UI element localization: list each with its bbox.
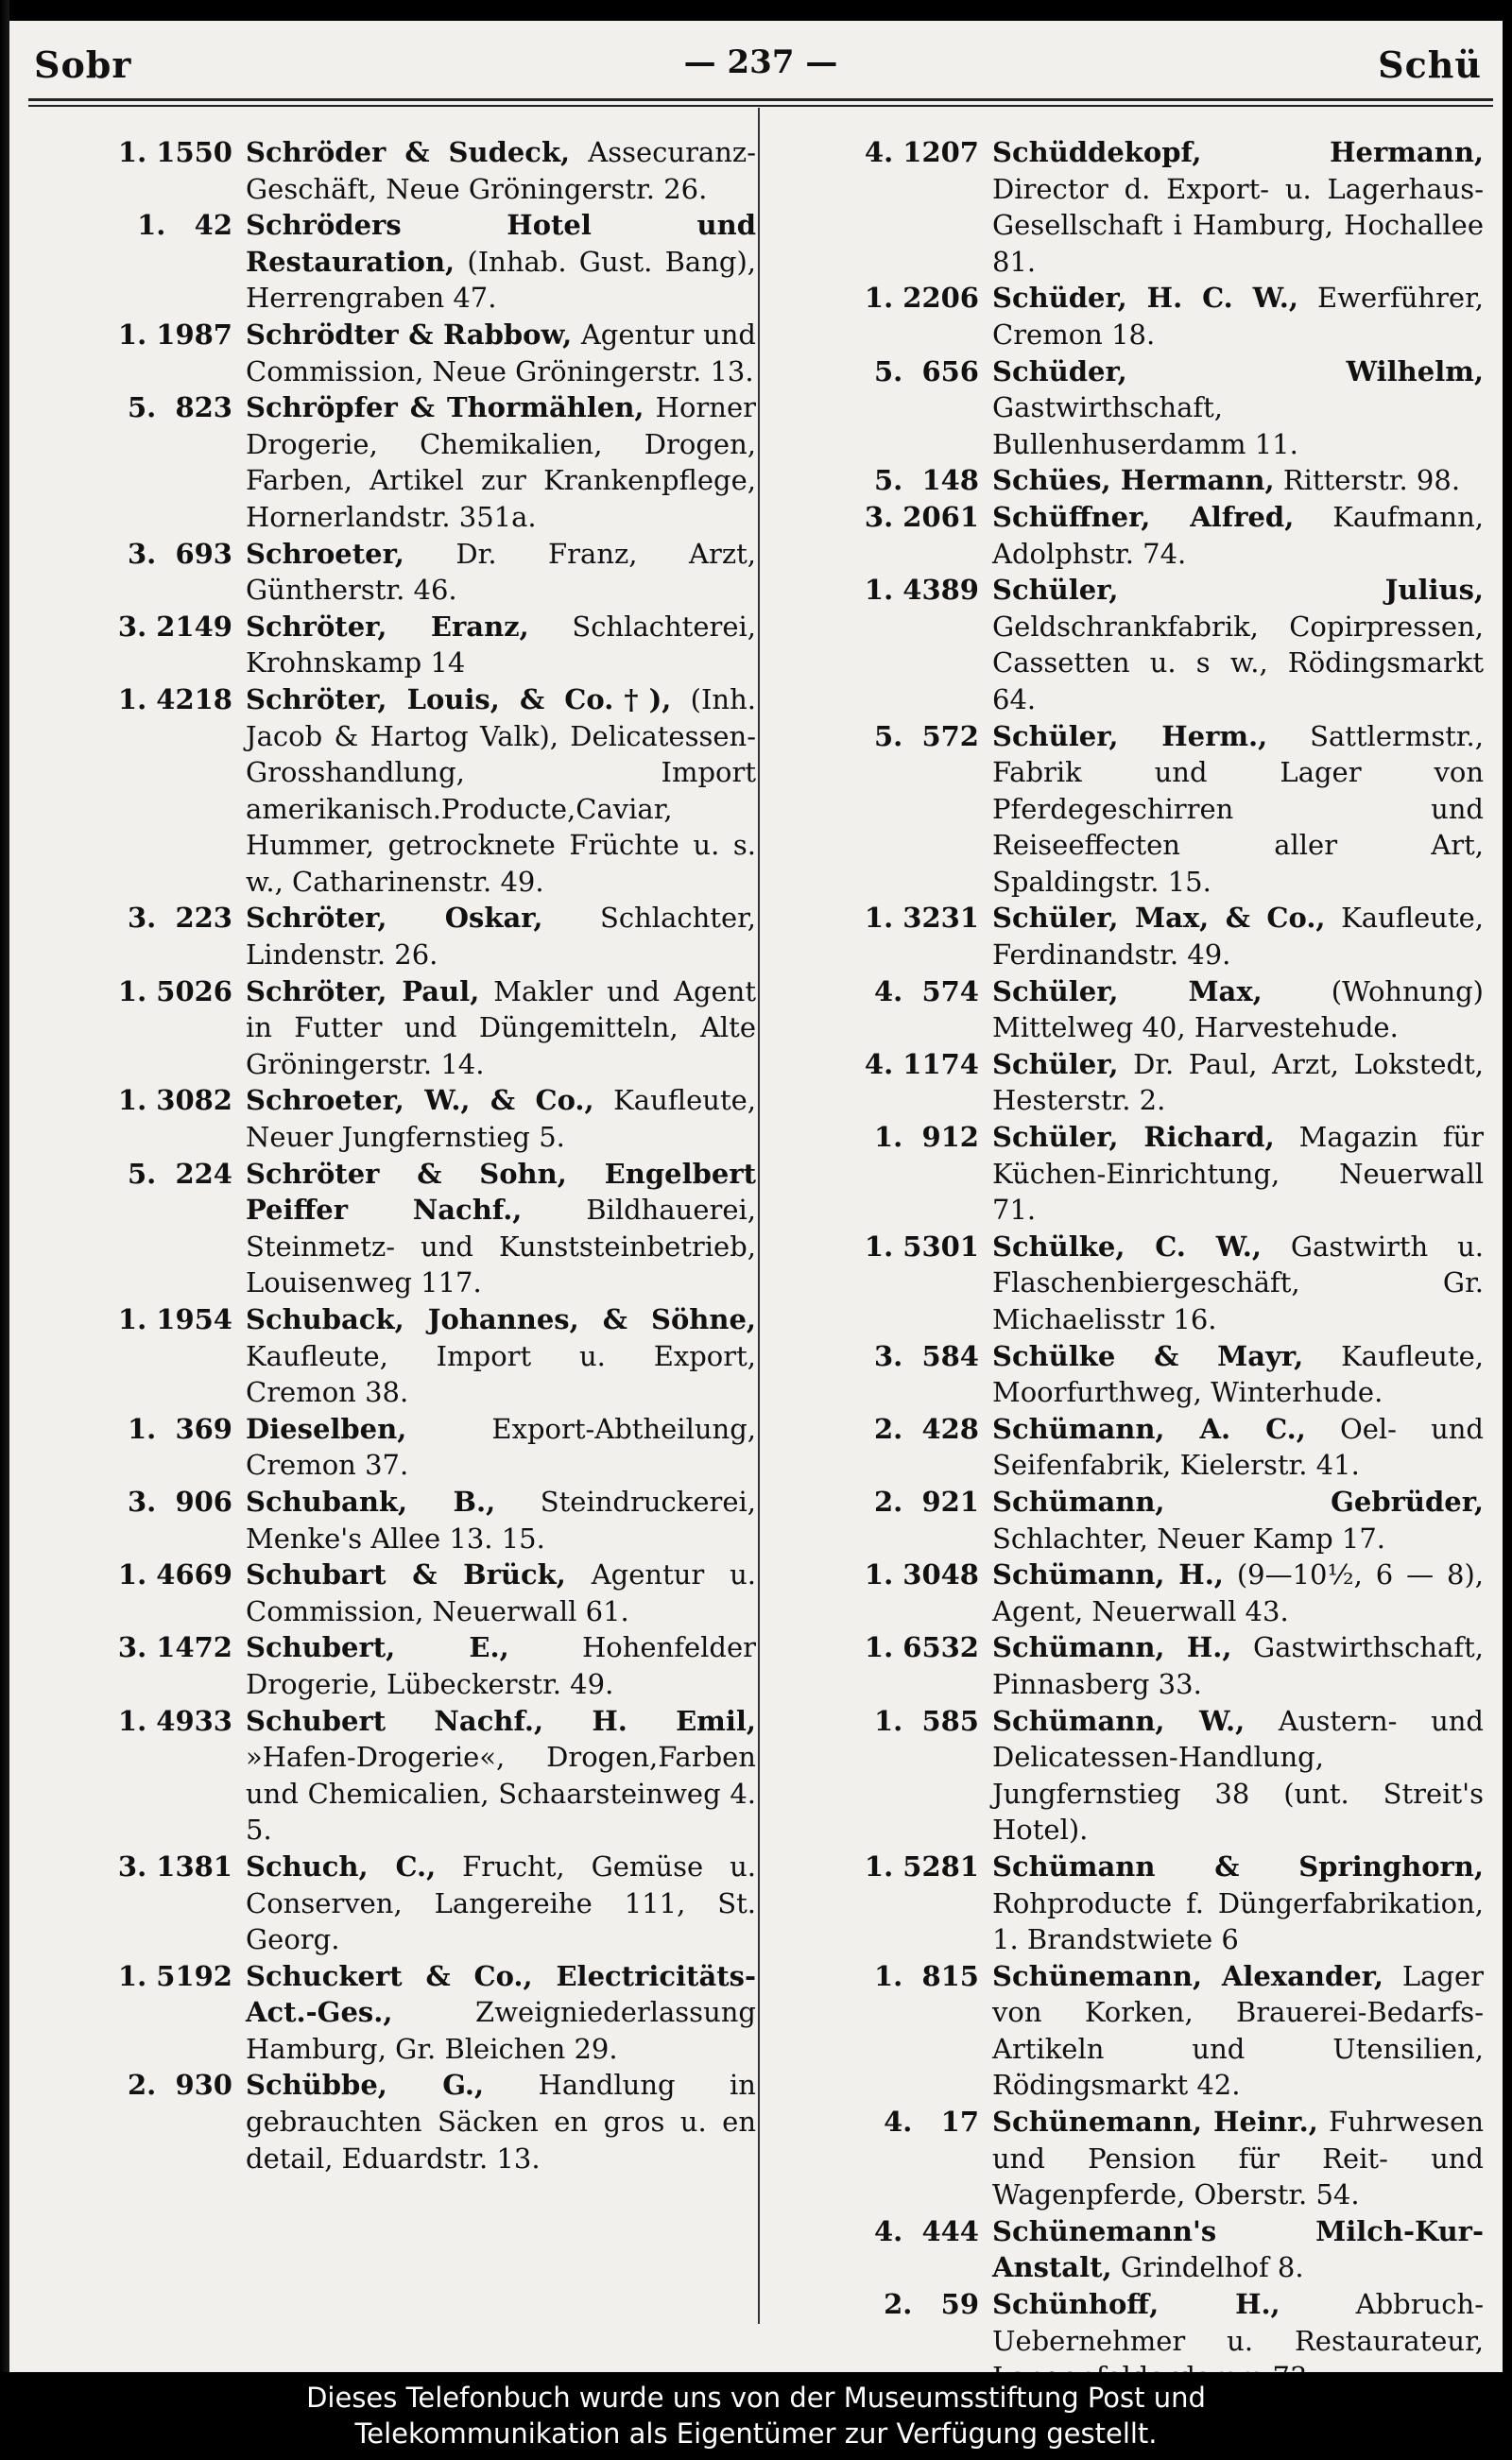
subscriber-name: Schuckert & Co., Electricitäts-Act.-Ges., [246,1959,756,2029]
entry-text [246,389,756,535]
phone-number: 3. 693 [127,537,232,570]
entry-text [992,1411,1484,1484]
phone-number: 1. 3082 [117,1084,232,1117]
subscriber-name: Schröter, Paul, [246,974,480,1007]
footer-line-2: Telekommunikation als Eigentümer zur Verfügung gestellt. [354,2417,1158,2450]
directory-entry [784,2104,1484,2213]
header-left-keyword: Sobr [34,43,132,86]
phone-number: 1. 369 [127,1412,232,1445]
subscriber-name: Schüler, [992,1047,1119,1080]
entry-text [992,1229,1484,1338]
subscriber-details: Gastwirthschaft, Pinnasberg 33. [992,1631,1484,1700]
subscriber-name: Schubert Nachf., H. Emil, [246,1704,756,1737]
subscriber-name: Schümann, H., [992,1558,1224,1591]
directory-entry [38,1849,756,1958]
subscriber-name: Schröter, Louis, & Co.†), [246,682,672,715]
entry-text [992,280,1484,353]
subscriber-name: Schroeter, [246,537,404,570]
page-number: — 237 — [683,43,838,81]
entry-text [246,1156,756,1301]
subscriber-details: Gastwirth u. Flaschenbiergeschäft, Gr. Michaelisstr 16. [992,1230,1484,1335]
entry-text [992,1958,1484,2104]
directory-entry [38,1557,756,1629]
phone-number: 4. 574 [873,974,979,1007]
subscriber-details: Hohenfelder Drogerie, Lübeckerstr. 49. [246,1631,756,1700]
directory-entry [784,2213,1484,2286]
subscriber-details: Schlachterei, Krohnskamp 14 [246,610,757,680]
subscriber-name: Schubank, B., [246,1485,496,1518]
phone-number: 5. 823 [127,391,232,424]
directory-entry [38,1082,756,1155]
directory-entry [38,317,756,389]
phone-number: 1. 585 [873,1704,979,1737]
subscriber-details: Geldschrankfabrik, Copirpressen, Cassetten u. s w., Rödingsmarkt 64. [992,610,1484,715]
directory-entry [38,1629,756,1702]
directory-entry [38,900,756,972]
subscriber-details: Rohproducte f. Düngerfabrikation, 1. Brandstwiete 6 [992,1886,1484,1956]
entry-text [246,1703,756,1849]
subscriber-details: (Inh. Jacob & Hartog Valk), Delicatessen-Grosshandlung, Import amerikanisch.Producte,Caviar, Hummer, getrocknete Früchte u. s. w., Catharinenstr. 49. [246,682,757,898]
subscriber-details: Export-Abtheilung, Cremon 37. [246,1412,756,1482]
directory-entry [38,2067,756,2176]
directory-entry [38,134,756,207]
subscriber-details: Director d. Export- u. Lagerhaus-Gesellschaft i Hamburg, Hochallee 81. [992,172,1484,278]
subscriber-name: Schüder, Wilhelm, [992,354,1484,387]
subscriber-name: Schubart & Brück, [246,1558,566,1591]
subscriber-name: Schülke & Mayr, [992,1339,1304,1372]
page-header [28,38,1493,95]
directory-entry [784,1229,1484,1338]
subscriber-name: Schüler, Max, & Co., [992,902,1326,935]
phone-number: 1. 4218 [117,682,232,715]
subscriber-details: Kaufleute, Import u. Export, Cremon 38. [246,1339,756,1409]
subscriber-name: Schüler, Richard, [992,1121,1275,1154]
directory-sheet [9,21,1503,2372]
phone-number: 1. 5192 [117,1959,232,1992]
subscriber-name: Schüler, Herm., [992,719,1268,752]
subscriber-name: Schüler, Max, [992,974,1263,1007]
phone-number: 4. 1174 [864,1047,979,1080]
directory-entry [38,973,756,1083]
subscriber-details: Lager von Korken, Brauerei-Bedarfs-Artikeln und Utensilien, Rödingsmarkt 42. [992,1959,1484,2102]
phone-number: 1. 3231 [864,902,979,935]
subscriber-details: Sattlermstr., Fabrik und Lager von Pferdegeschirren und Reiseeffecten aller Art, Spaldingstr. 15. [992,719,1484,898]
directory-entry [38,1958,756,2068]
entry-text [992,900,1484,972]
entry-text [246,1958,756,2068]
entry-text [992,499,1484,572]
phone-number: 1. 4389 [864,574,979,607]
directory-entry [784,1557,1484,1629]
subscriber-name: Schrödter & Rabbow, [246,318,573,351]
phone-number: 1. 4669 [117,1558,232,1591]
phone-number: 5. 224 [127,1157,232,1190]
directory-entry [784,462,1484,499]
directory-entry [784,1338,1484,1411]
subscriber-details: Steindruckerei, Menke's Allee 13. 15. [246,1485,756,1555]
header-right-keyword: Schü [1378,43,1482,86]
subscriber-name: Schünemann, Alexander, [992,1959,1383,1992]
entry-text [246,1849,756,1958]
subscriber-name: Schülke, C. W., [992,1230,1262,1263]
footer-line-1: Dieses Telefonbuch wurde uns von der Museumsstiftung Post und [306,2382,1206,2414]
directory-entry [784,280,1484,353]
entry-text [246,1082,756,1155]
phone-number: 1. 4933 [117,1704,232,1737]
subscriber-name: Schröter, Oskar, [246,902,543,935]
phone-number: 3. 584 [873,1339,979,1372]
directory-entry [38,536,756,609]
directory-entry [38,1301,756,1411]
subscriber-details: Grindelhof 8. [1111,2251,1304,2284]
phone-number: 1. 42 [137,209,232,242]
directory-entry [38,1411,756,1484]
subscriber-details: Bildhauerei, Steinmetz- und Kunststeinbetrieb, Louisenweg 117. [246,1194,756,1299]
directory-entry [38,1703,756,1849]
directory-entry [38,1156,756,1301]
entry-text [992,2213,1484,2286]
entry-text [992,973,1484,1046]
subscriber-name: Schünemann, Heinr., [992,2106,1318,2139]
subscriber-name: Schröpfer & Thormählen, [246,391,644,424]
phone-number: 5. 572 [873,719,979,752]
subscriber-details: Austern- und Delicatessen-Handlung, Jungfernstieg 38 (unt. Streit's Hotel). [992,1704,1484,1847]
directory-entry [38,389,756,535]
phone-number: 1. 2206 [864,282,979,315]
subscriber-name: Schubert, E., [246,1631,509,1664]
subscriber-details: Dr. Franz, Arzt, Güntherstr. 46. [246,537,756,607]
directory-entry [784,973,1484,1046]
subscriber-details: Ritterstr. 98. [1274,464,1461,497]
directory-entry [784,1849,1484,1958]
phone-number: 1. 6532 [864,1631,979,1664]
phone-number: 3. 223 [127,902,232,935]
subscriber-name: Schröders Hotel und Restauration, [246,209,756,278]
subscriber-name: Schröter, Eranz, [246,610,529,643]
subscriber-details: Ewerführer, Cremon 18. [992,282,1484,351]
phone-number: 1. 1550 [117,136,232,168]
subscriber-name: Schünemann's Milch-Kur-Anstalt, [992,2214,1484,2284]
subscriber-details: Magazin für Küchen-Einrichtung, Neuerwall 71. [992,1121,1484,1227]
entry-text [992,572,1484,717]
entry-text [246,1484,756,1557]
subscriber-name: Schünhoff, H., [992,2288,1280,2321]
phone-number: 1. 3048 [864,1558,979,1591]
subscriber-name: Schröter & Sohn, Engelbert Peiffer Nachf., [246,1157,756,1227]
entry-text [246,134,756,207]
entry-text [246,317,756,389]
subscriber-details: Kaufleute, Ferdinandstr. 49. [992,902,1484,972]
subscriber-name: Schuch, C., [246,1849,437,1883]
subscriber-details: Zweigniederlassung Hamburg, Gr. Bleichen 29. [246,1996,756,2065]
entry-text [246,536,756,609]
subscriber-details: (Inhab. Gust. Bang), Herrengraben 47. [246,245,756,315]
directory-entry [784,1411,1484,1484]
phone-number: 3. 906 [127,1485,232,1518]
directory-entry [38,681,756,901]
subscriber-details: Horner Drogerie, Chemikalien, Drogen, Farben, Artikel zur Krankenpflege, Hornerlandstr. 351a. [246,391,756,533]
subscriber-details: Agentur und Commission, Neue Gröningerstr. 13. [246,318,756,387]
subscriber-details: (9—10½, 6 — 8), Agent, Neuerwall 43. [992,1558,1484,1627]
directory-entry [38,609,756,681]
subscriber-details: Schlachter, Lindenstr. 26. [246,902,756,972]
ownership-notice [0,2372,1512,2460]
phone-number: 4. 444 [873,2214,979,2247]
subscriber-name: Schümann, W., [992,1704,1246,1737]
entry-text [246,1629,756,1702]
phone-number: 3. 2061 [864,500,979,533]
directory-entry [784,900,1484,972]
entry-text [992,1703,1484,1849]
right-column [784,134,1484,2396]
directory-entry [38,1484,756,1557]
subscriber-name: Schües, Hermann, [992,464,1275,497]
entry-text [246,900,756,972]
entry-text [992,1338,1484,1411]
subscriber-details: Makler und Agent in Futter und Düngemitteln, Alte Gröningerstr. 14. [246,974,756,1080]
directory-entry [784,134,1484,280]
subscriber-details: Agentur u. Commission, Neuerwall 61. [246,1558,757,1627]
subscriber-name: Schüder, H. C. W., [992,282,1298,315]
subscriber-name: Schuback, Johannes, & Söhne, [246,1303,756,1335]
phone-number: 1. 5281 [864,1849,979,1883]
subscriber-details: Gastwirthschaft, Bullenhuserdamm 11. [992,391,1298,460]
directory-entry [784,353,1484,463]
directory-entry [784,1958,1484,2104]
directory-entry [784,1046,1484,1119]
entry-text [246,1557,756,1629]
phone-number: 1. 5301 [864,1230,979,1263]
phone-number: 1. 1987 [117,318,232,351]
entry-text [992,353,1484,463]
subscriber-name: Schröder & Sudeck, [246,136,571,168]
entry-text [246,1301,756,1411]
phone-number: 2. 428 [873,1412,979,1445]
subscriber-details: Oel- und Seifenfabrik, Kielerstr. 41. [992,1412,1484,1482]
directory-entry [38,207,756,317]
scan-border [0,0,9,2372]
entry-text [992,1046,1484,1119]
directory-entry [784,1119,1484,1229]
subscriber-details: (Wohnung) Mittelweg 40, Harvestehude. [992,974,1484,1044]
subscriber-name: Schümann, Gebrüder, [992,1485,1484,1518]
entry-text [992,1849,1484,1958]
phone-number: 5. 656 [873,354,979,387]
subscriber-name: Dieselben, [246,1412,407,1445]
phone-number: 3. 1472 [117,1631,232,1664]
directory-entry [784,499,1484,572]
subscriber-name: Schüffner, Alfred, [992,500,1295,533]
phone-number: 1. 1954 [117,1303,232,1335]
header-rule [28,98,1493,107]
subscriber-name: Schroeter, W., & Co., [246,1084,594,1117]
phone-number: 3. 2149 [117,610,232,643]
entry-text [992,718,1484,901]
entry-text [246,973,756,1083]
subscriber-details: Handlung in gebrauchten Säcken en gros u. en detail, Eduardstr. 13. [246,2069,756,2175]
subscriber-details: Kaufleute, Neuer Jungfernstieg 5. [246,1084,756,1154]
directory-entry [784,1484,1484,1557]
subscriber-name: Schümann & Springhorn, [992,1849,1484,1883]
entry-text [246,681,756,901]
subscriber-details: Schlachter, Neuer Kamp 17. [992,1522,1386,1555]
subscriber-details: Abbruch-Uebernehmer u. Restaurateur, [992,2288,1485,2357]
subscriber-name: Schübbe, G., [246,2069,485,2102]
subscriber-details: Assecuranz-Geschäft, Neue Gröningerstr. 26. [246,136,756,205]
entry-text [992,1629,1484,1702]
subscriber-name: Schüddekopf, Hermann, [992,136,1484,168]
entry-text [246,2067,756,2176]
subscriber-name: Schümann, A. C., [992,1412,1306,1445]
subscriber-details: Dr. Paul, Arzt, Lokstedt, Hesterstr. 2. [992,1047,1484,1117]
directory-entry [784,572,1484,717]
directory-entry [784,1629,1484,1702]
entry-text [992,462,1484,499]
entry-text [246,1411,756,1484]
entry-text [992,134,1484,280]
entry-text [992,1119,1484,1229]
entry-text [992,1484,1484,1557]
subscriber-details: Frucht, Gemüse u. Conserven, Langereihe 111, St. Georg. [246,1849,756,1956]
phone-number: 1. 815 [873,1959,979,1992]
subscriber-details: Fuhrwesen und Pension für Reit- und Wagenpferde, Oberstr. 54. [992,2106,1485,2211]
phone-number: 2. 930 [127,2069,232,2102]
phone-number: 2. 921 [873,1485,979,1518]
subscriber-details: Kaufleute, Moorfurthweg, Winterhude. [992,1339,1484,1409]
phone-number: 4. 1207 [864,136,979,168]
subscriber-name: Schümann, H., [992,1631,1232,1664]
entry-text [992,2104,1484,2213]
directory-entry [784,718,1484,901]
phone-number: 3. 1381 [117,1849,232,1883]
phone-number: 4. 17 [884,2106,979,2139]
phone-number: 2. 59 [884,2288,979,2321]
subscriber-name: Schüler, Julius, [992,574,1484,607]
phone-number: 5. 148 [873,464,979,497]
phone-number: 1. 5026 [117,974,232,1007]
directory-entry [784,1703,1484,1849]
column-divider [758,108,760,2324]
phone-number: 1. 912 [873,1121,979,1154]
left-column [38,134,756,2176]
subscriber-details: »Hafen-Drogerie«, Drogen,Farben und Chemicalien, Schaarsteinweg 4. 5. [246,1741,756,1847]
entry-text [246,207,756,317]
entry-text [246,609,756,681]
subscriber-details: Kaufmann, Adolphstr. 74. [992,500,1484,570]
entry-text [992,1557,1484,1629]
